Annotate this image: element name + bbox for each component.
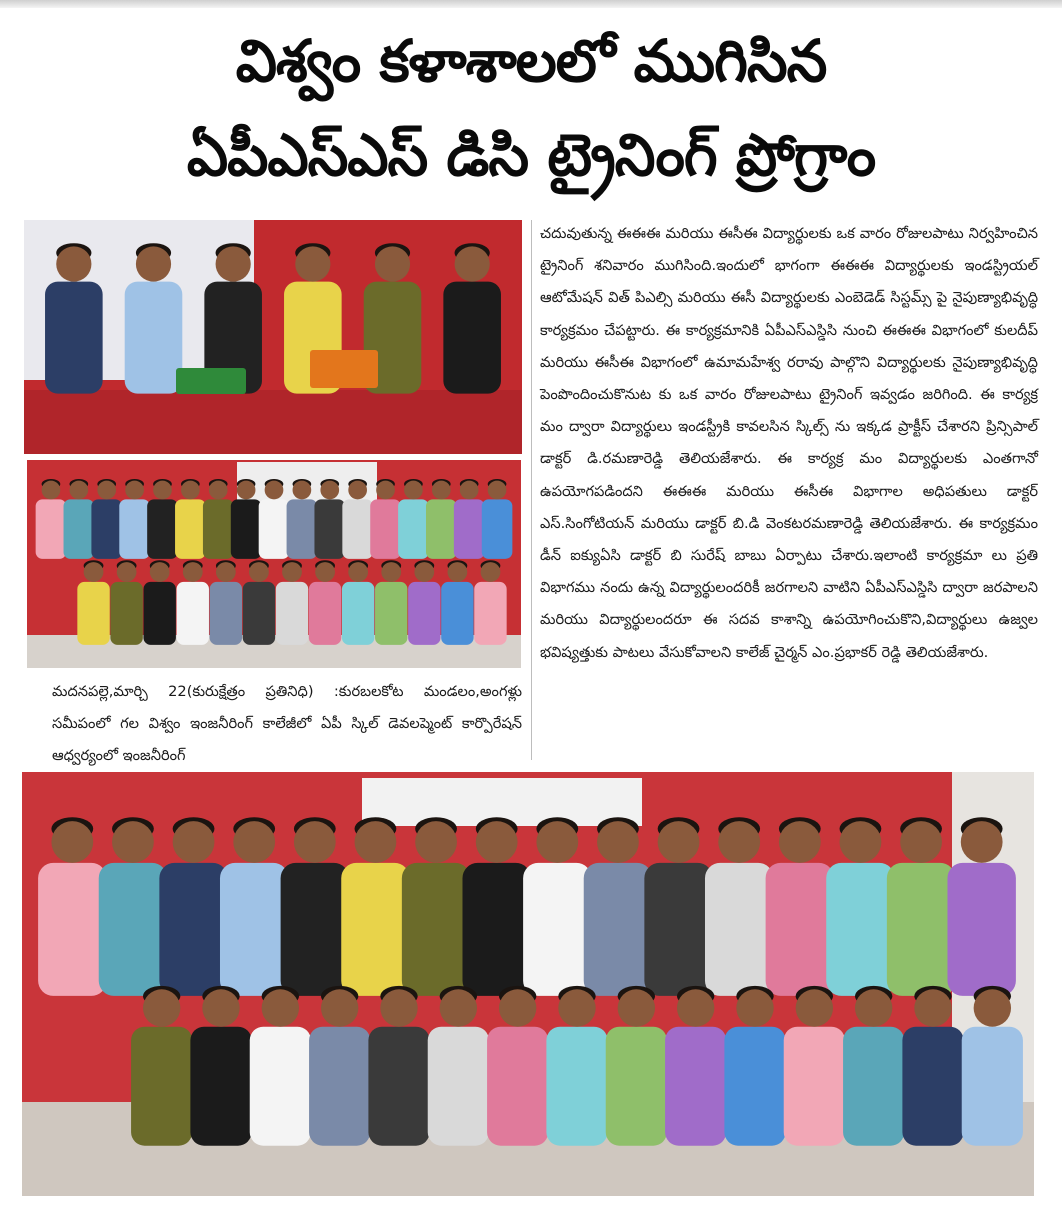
group-photo-small [27, 460, 521, 668]
group-photo-large-people [38, 817, 1023, 1145]
group-photo-small-illustration [27, 460, 521, 668]
group-photo-large-illustration [22, 772, 1034, 1196]
group-photo-large [22, 772, 1034, 1196]
article-dateline-paragraph: మదనపల్లె,మార్చి 22(కురుక్షేత్రం ప్రతినిధి) :కురబలకోట మండలం,అంగళ్లు సమీపంలో గల విశ్వం ఇంజనీరింగ్ కాలేజీలో ఏపీ స్కిల్ డెవలప్మెంట్ కార్పొరేషన్ ఆధ్వర్యంలో ఇంజనీరింగ్ [52, 683, 522, 764]
headline [20, 14, 1042, 202]
felicitation-photo [24, 220, 522, 454]
felicitation-photo-illustration [24, 220, 522, 454]
page-top-strip [0, 0, 1062, 8]
column-rule [531, 220, 532, 760]
headline-line-1: విశ్వం కళాశాలలో ముగిసిన [235, 27, 827, 95]
article-body: చదువుతున్న ఈఈఈ మరియు ఈసీఈ విద్యార్థులకు ఒక వారం రోజులపాటు నిర్వహించిన ట్రైనింగ్ శనివారం ముగిసింది.ఇందులో భాగంగా ఈఈఈ విద్యార్థులకు ఇండస్ట్రియల్ ఆటోమేషన్ విత్ పిఎల్సి మరియు ఈసీ విద్యార్థులకు ఎంబెడెడ్ సిస్టమ్స్ పై నైపుణ్యాభివృద్ధి కార్యక్రమం చేపట్టారు. ఈ కార్యక్రమానికి ఏపీఎస్ఎస్డిసి నుంచి ఈఈఈ విభాగంలో కులదీప్ మరియు ఈసీఈ విభాగంలో ఉమామహేశ్వ రరావు పాల్గొని విద్యార్థులకు నైపుణ్యాభివృద్ధి పెంపొందించుకొనుట కు ఒక వారం రోజులపాటు ట్రైనింగ్ ఇవ్వడం జరిగింది. ఈ కార్యక్ర మం ద్వారా విద్యార్థులు ఇండస్ట్రీకి కావలసిన స్కిల్స్ ను ఇక్కడ ప్రాక్టీస్ చేశారని ప్రిన్సిపాల్ డాక్టర్ డి.రమణారెడ్డి తెలియజేశారు. ఈ కార్యక్ర మం విద్యార్థులకు ఎంతగానో ఉపయోగపడిందని ఈఈఈ మరియు ఈసీఈ విభాగాల అధిపతులు డాక్టర్ ఎస్.సింగోటియన్ మరియు డాక్టర్ బి.డి వెంకటరమణారెడ్డి తెలియజేశారు. ఈ కార్యక్రమం డీన్ ఐక్యుఏసి డాక్టర్ బి సురేష్ బాబు ఏర్పాటు చేశారు.ఇలాంటి కార్యక్రమా లు ప్రతి విభాగము నందు ఉన్న విద్యార్థులందరికీ జరగాలని వాటిని ఏపీఎస్ఎస్డిసి ద్వారా జరపాలని మరియు విద్యార్థులందరూ ఈ సదవ కాశాన్ని ఉపయోగించుకొని,విద్యార్థులు ఉజ్వల భవిష్యత్తుకు పాటలు వేసుకోవాలని కాలేజ్ చైర్మన్ ఎం.ప్రభాకర్ రెడ్డి తెలియజేశారు. [540, 225, 1039, 661]
headline-line-2: ఏపీఎస్ఎస్ డిసి ట్రైనింగ్ ప్రోగ్రాం [186, 121, 876, 189]
